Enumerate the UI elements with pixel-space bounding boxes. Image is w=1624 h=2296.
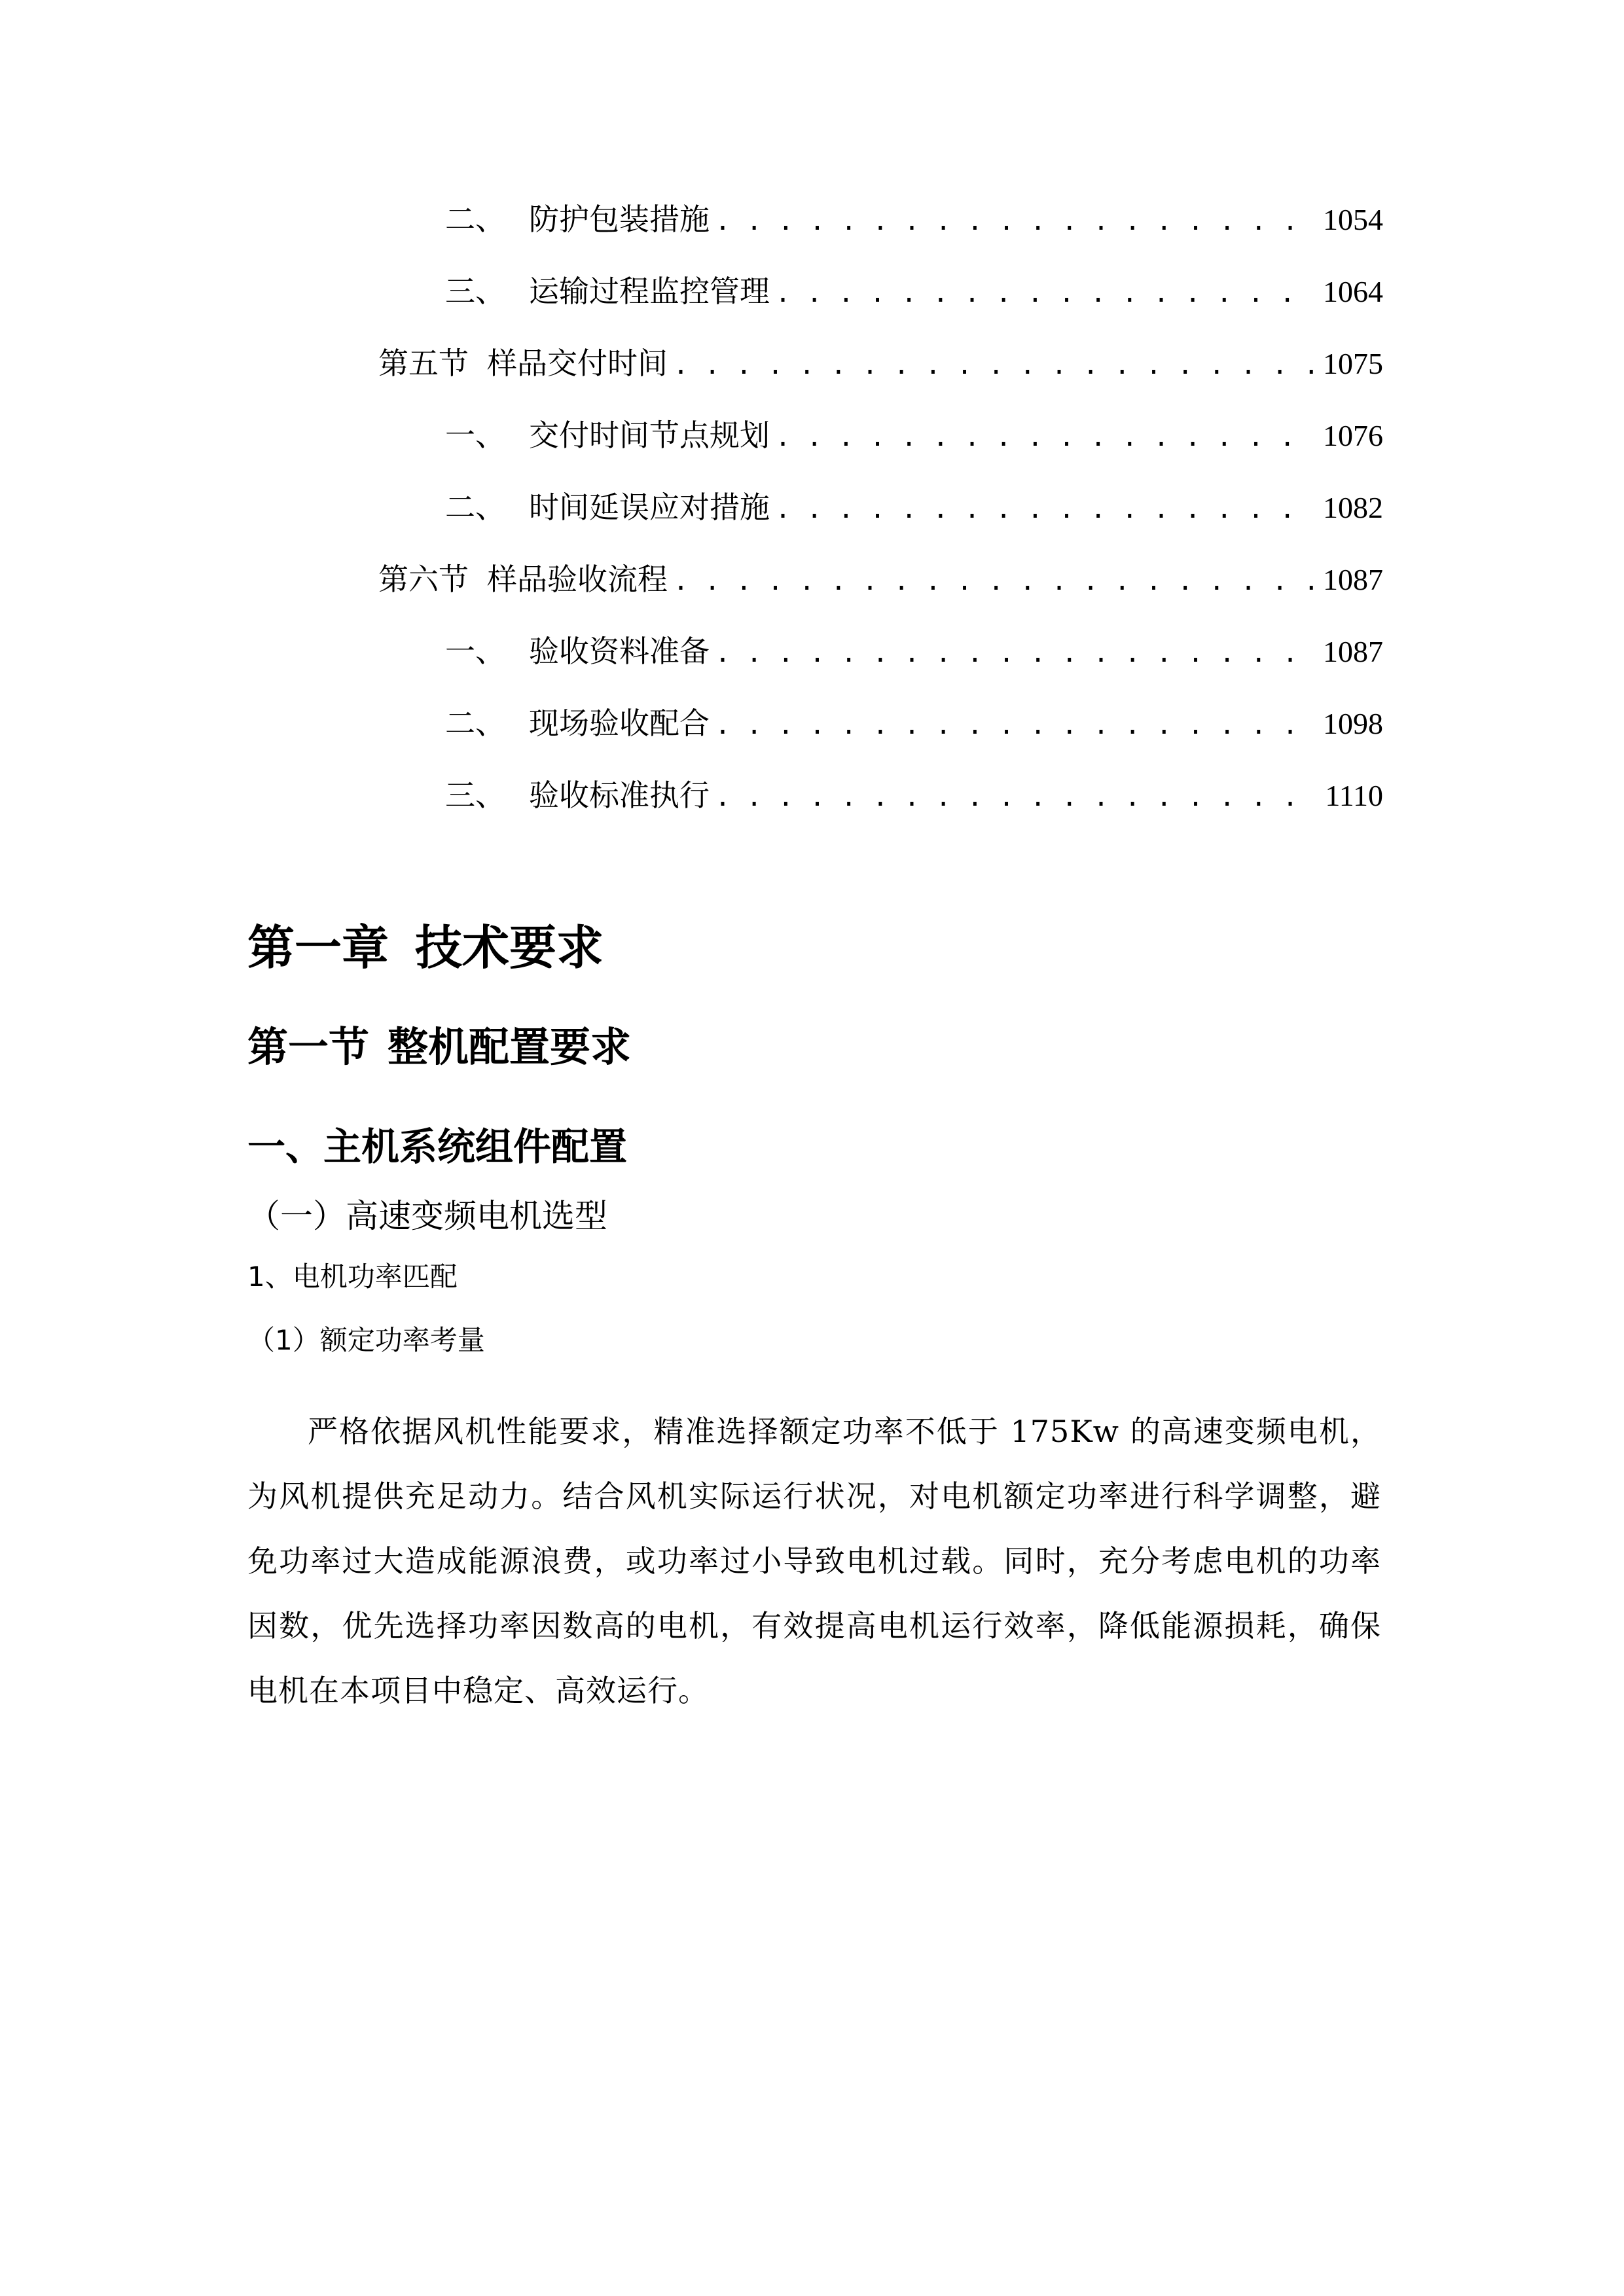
toc-leader-dots (715, 774, 1317, 820)
toc-entry[interactable] (445, 196, 1383, 242)
heading-level-2: （一）高速变频电机选型 (247, 1197, 607, 1235)
toc-leader-dots (715, 198, 1315, 244)
toc-entry-section[interactable] (378, 340, 1383, 386)
heading-level-1: 一、主机系统组件配置 (247, 1124, 628, 1169)
toc-entry-title: 防护包装措施 (529, 202, 710, 237)
toc-entry-title: 验收资料准备 (529, 634, 710, 669)
section-label: 第一节 (247, 1023, 370, 1071)
toc-entry-page: 1087 (1323, 563, 1383, 596)
toc-entry[interactable] (445, 772, 1383, 818)
toc-entry-number: 三、 (445, 778, 505, 813)
chapter-heading (247, 915, 604, 980)
toc-section-label: 第五节 (378, 346, 469, 381)
toc-entry-title: 交付时间节点规划 (529, 418, 770, 453)
toc-entry-page: 1087 (1323, 635, 1383, 668)
toc-leader-dots (715, 630, 1315, 676)
toc-entry-page: 1064 (1323, 275, 1383, 308)
toc-entry-title: 验收标准执行 (529, 778, 710, 813)
toc-entry-page: 1075 (1323, 347, 1383, 380)
toc-entry-page: 1054 (1323, 203, 1383, 236)
heading-level-3: 1、电机功率匹配 (247, 1261, 458, 1293)
toc-entry-number: 二、 (445, 202, 505, 237)
toc-section-label: 第六节 (378, 562, 469, 597)
toc-entry-number: 二、 (445, 490, 505, 525)
heading-level-4: （1）额定功率考量 (247, 1324, 485, 1356)
toc-entry[interactable] (445, 412, 1383, 458)
toc-leader-dots (673, 558, 1315, 604)
toc-entry[interactable] (445, 484, 1383, 530)
toc-entry-title: 现场验收配合 (529, 706, 710, 741)
toc-entry[interactable] (445, 268, 1383, 314)
toc-entry-page: 1076 (1323, 419, 1383, 452)
chapter-title: 技术要求 (415, 920, 604, 975)
toc-leader-dots (673, 342, 1315, 388)
toc-entry-title: 时间延误应对措施 (529, 490, 770, 525)
toc-entry-section[interactable] (378, 556, 1383, 602)
toc-entry-number: 二、 (445, 706, 505, 741)
toc-entry-page: 1082 (1323, 491, 1383, 524)
toc-leader-dots (775, 486, 1315, 532)
section-title: 整机配置要求 (388, 1023, 632, 1071)
toc-entry-number: 一、 (445, 634, 505, 669)
toc-leader-dots (775, 414, 1315, 460)
toc-entry[interactable] (445, 628, 1383, 674)
toc-entry-title: 样品验收流程 (487, 562, 668, 597)
body-paragraph: 严格依据风机性能要求，精准选择额定功率不低于 175Kw 的高速变频电机，为风机提供充足动力。结合风机实际运行状况，对电机额定功率进行科学调整，避免功率过大造成能源浪费，或功率过小导致电机过载。同时，充分考虑电机的功率因数，优先选择功率因数高的电机，有效提高电机运行效率，降低能源损耗，确保电机在本项目中稳定、高效运行。 (247, 1414, 1381, 1708)
toc-entry[interactable] (445, 700, 1383, 746)
toc-entry-number: 三、 (445, 274, 505, 309)
chapter-label: 第一章 (247, 920, 389, 975)
toc-entry-title: 样品交付时间 (487, 346, 668, 381)
toc-entry-page: 1098 (1323, 707, 1383, 740)
toc-entry-title: 运输过程监控管理 (529, 274, 770, 309)
toc-leader-dots (775, 270, 1315, 316)
toc-leader-dots (715, 702, 1315, 748)
toc-entry-page: 1110 (1325, 779, 1383, 812)
toc-entry-number: 一、 (445, 418, 505, 453)
section-heading (247, 1018, 631, 1077)
